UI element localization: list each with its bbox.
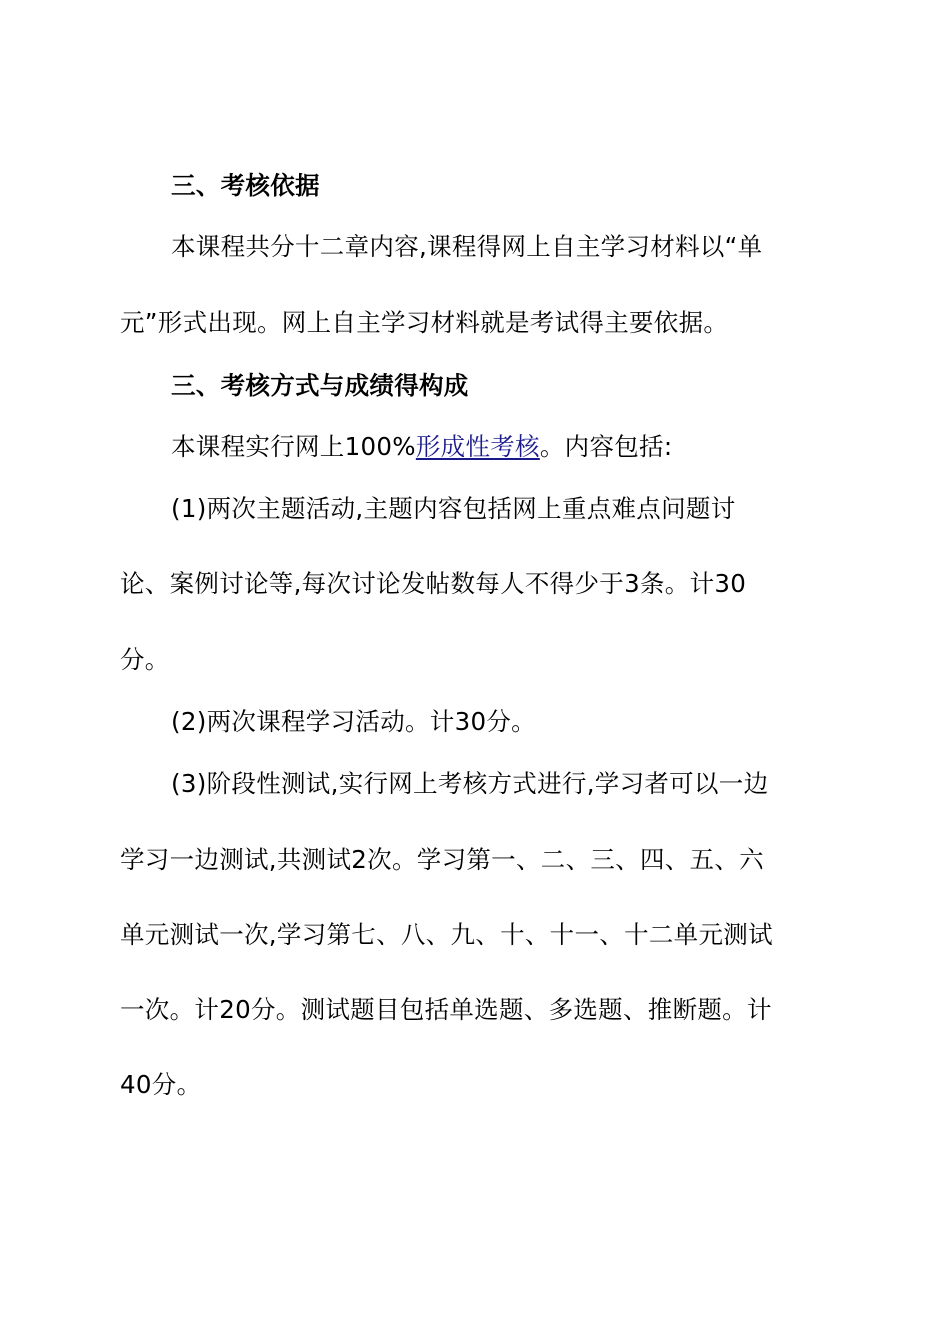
basis-paragraph-line-1: 本课程共分十二章内容,课程得网上自主学习材料以“单 bbox=[171, 232, 763, 261]
section-heading-basis: 三、考核依据 bbox=[171, 171, 320, 200]
section-heading-method: 三、考核方式与成绩得构成 bbox=[171, 371, 469, 400]
formative-assessment-link[interactable]: 形成性考核 bbox=[415, 432, 540, 461]
intro-text-after: 。内容包括: bbox=[539, 432, 673, 461]
item-3-line-5: 40分。 bbox=[120, 1070, 202, 1099]
item-1-line-2: 论、案例讨论等,每次讨论发帖数每人不得少于3条。计30 bbox=[120, 569, 747, 598]
item-3-line-3: 单元测试一次,学习第七、八、九、十、十一、十二单元测试 bbox=[120, 920, 773, 949]
item-3-line-4: 一次。计20分。测试题目包括单选题、多选题、推断题。计 bbox=[120, 995, 772, 1024]
item-3-line-1: (3)阶段性测试,实行网上考核方式进行,学习者可以一边 bbox=[171, 769, 769, 798]
item-1-line-1: (1)两次主题活动,主题内容包括网上重点难点问题讨 bbox=[171, 494, 736, 523]
basis-paragraph-line-2: 元”形式出现。网上自主学习材料就是考试得主要依据。 bbox=[120, 308, 729, 337]
item-3-line-2: 学习一边测试,共测试2次。学习第一、二、三、四、五、六 bbox=[120, 845, 764, 874]
intro-text-before: 本课程实行网上100% bbox=[171, 432, 416, 461]
item-1-line-3: 分。 bbox=[120, 645, 170, 674]
intro-paragraph bbox=[171, 432, 672, 462]
item-2-line-1: (2)两次课程学习活动。计30分。 bbox=[171, 707, 536, 736]
